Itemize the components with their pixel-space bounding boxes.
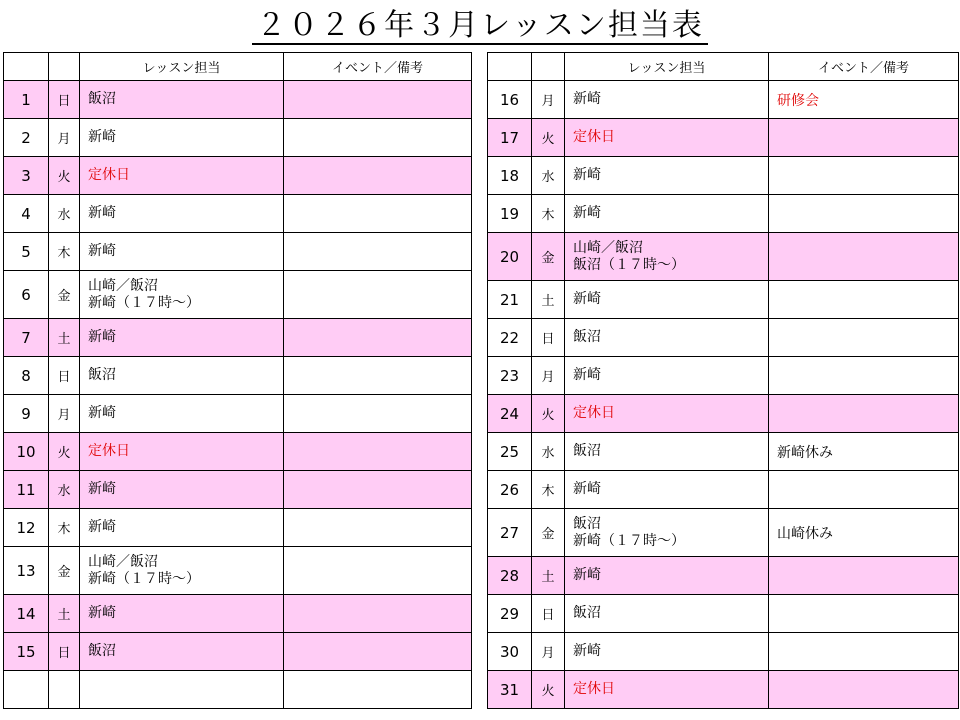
lesson-cell (80, 433, 284, 471)
day-number: 25 (499, 442, 520, 461)
day-cell (488, 357, 532, 395)
lesson-cell (565, 633, 769, 671)
day-number: 5 (21, 242, 31, 261)
table-row (488, 233, 959, 281)
lesson-cell (565, 595, 769, 633)
lesson-cell (80, 395, 284, 433)
day-cell (488, 471, 532, 509)
lesson-cell (565, 319, 769, 357)
table-row (488, 195, 959, 233)
day-number: 6 (21, 285, 31, 304)
day-cell (4, 195, 49, 233)
table-row (488, 595, 959, 633)
table-header-row (488, 53, 959, 81)
lesson-cell (565, 233, 769, 281)
day-cell (4, 319, 49, 357)
lesson-instructor: 山崎／飯沼 (88, 277, 158, 294)
page-title (0, 6, 960, 46)
header-note: イベント／備考 (769, 53, 959, 81)
lesson-cell (80, 81, 284, 119)
note-cell (769, 233, 959, 281)
note-cell (284, 81, 472, 119)
weekday-cell (49, 195, 80, 233)
weekday-label: 水 (57, 208, 71, 223)
weekday-cell (49, 319, 80, 357)
lesson-cell (565, 81, 769, 119)
lesson-cell (80, 195, 284, 233)
weekday-cell (49, 595, 80, 633)
day-number: 17 (499, 128, 520, 147)
lesson-cell (565, 119, 769, 157)
table-row (4, 433, 472, 471)
weekday-label: 日 (57, 646, 71, 661)
day-cell (4, 81, 49, 119)
note-cell (769, 281, 959, 319)
note-cell (284, 547, 472, 595)
note-cell (769, 157, 959, 195)
weekday-label: 月 (541, 646, 555, 661)
weekday-label: 日 (57, 94, 71, 109)
lesson-instructor-evening: 新崎（１７時～） (88, 570, 200, 587)
weekday-cell (532, 157, 565, 195)
lesson-cell (80, 547, 284, 595)
day-cell (488, 395, 532, 433)
weekday-cell (49, 233, 80, 271)
day-cell (4, 395, 49, 433)
weekday-cell (532, 671, 565, 709)
weekday-cell (532, 633, 565, 671)
weekday-label: 水 (541, 170, 555, 185)
table-row (488, 557, 959, 595)
day-number: 23 (499, 366, 520, 385)
note-cell (284, 157, 472, 195)
weekday-cell (532, 119, 565, 157)
note-cell (769, 395, 959, 433)
header-dow (532, 53, 565, 81)
day-number: 28 (499, 566, 520, 585)
weekday-label: 土 (57, 332, 71, 347)
day-cell (488, 81, 532, 119)
table-row (488, 395, 959, 433)
table-header-row (4, 53, 472, 81)
note-cell (284, 319, 472, 357)
note-cell (284, 633, 472, 671)
lesson-instructor: 新崎 (88, 205, 116, 221)
weekday-label: 火 (541, 408, 555, 423)
table-row (4, 595, 472, 633)
lesson-instructor: 新崎 (573, 167, 601, 183)
table-row (488, 633, 959, 671)
lesson-instructor: 飯沼 (573, 443, 601, 459)
table-row (488, 509, 959, 557)
day-cell (4, 433, 49, 471)
day-number: 27 (499, 523, 520, 542)
weekday-label: 土 (541, 294, 555, 309)
lesson-cell (80, 119, 284, 157)
lesson-cell (80, 509, 284, 547)
day-cell (488, 671, 532, 709)
day-number: 11 (16, 480, 36, 499)
table-row (4, 671, 472, 709)
lesson-instructor: 新崎 (573, 291, 601, 307)
day-number: 29 (499, 604, 520, 623)
header-lesson: レッスン担当 (80, 53, 284, 81)
weekday-label: 金 (57, 565, 71, 580)
lesson-cell (80, 271, 284, 319)
day-number: 19 (499, 204, 520, 223)
lesson-cell (565, 281, 769, 319)
note-cell (769, 471, 959, 509)
day-number: 30 (499, 642, 520, 661)
table-row (4, 547, 472, 595)
note-cell (769, 119, 959, 157)
weekday-label: 木 (57, 246, 71, 261)
weekday-cell (532, 81, 565, 119)
weekday-label: 日 (541, 608, 555, 623)
note-cell (769, 557, 959, 595)
note-cell (284, 671, 472, 709)
weekday-cell (49, 119, 80, 157)
note-cell (284, 433, 472, 471)
day-number: 16 (499, 90, 520, 109)
lesson-cell (80, 471, 284, 509)
note-cell (769, 81, 959, 119)
weekday-label: 土 (57, 608, 71, 623)
lesson-instructor: 飯沼 (573, 515, 601, 532)
header-day (488, 53, 532, 81)
weekday-label: 金 (57, 289, 71, 304)
table-row (4, 319, 472, 357)
day-cell (4, 471, 49, 509)
weekday-label: 火 (541, 132, 555, 147)
table-row (4, 357, 472, 395)
weekday-cell (532, 319, 565, 357)
lesson-instructor: 新崎 (88, 481, 116, 497)
weekday-label: 火 (57, 170, 71, 185)
day-cell (4, 271, 49, 319)
lesson-instructor: 飯沼 (573, 605, 601, 621)
schedule-table-right (487, 52, 959, 709)
weekday-cell (49, 357, 80, 395)
lesson-instructor: 新崎 (573, 643, 601, 659)
lesson-cell (80, 357, 284, 395)
weekday-cell (49, 547, 80, 595)
weekday-cell (49, 433, 80, 471)
day-cell (488, 281, 532, 319)
lesson-cell (565, 395, 769, 433)
table-row (488, 357, 959, 395)
title-text: ２０２６年３月レッスン担当表 (252, 8, 708, 45)
note-cell (769, 595, 959, 633)
weekday-label: 金 (541, 251, 555, 266)
lesson-instructor: 新崎 (88, 519, 116, 535)
note-cell (284, 509, 472, 547)
weekday-cell (532, 357, 565, 395)
schedule-body-left (4, 81, 472, 709)
weekday-label: 土 (541, 570, 555, 585)
day-number: 10 (16, 442, 36, 461)
weekday-label: 金 (541, 527, 555, 542)
day-number: 1 (21, 90, 31, 109)
lesson-cell (565, 671, 769, 709)
weekday-cell (532, 471, 565, 509)
table-row (4, 195, 472, 233)
lesson-cell (80, 233, 284, 271)
weekday-label: 火 (57, 446, 71, 461)
note-cell (769, 433, 959, 471)
weekday-cell (49, 81, 80, 119)
day-cell (4, 157, 49, 195)
weekday-cell (532, 195, 565, 233)
table-row (4, 509, 472, 547)
lesson-instructor: 新崎 (573, 205, 601, 221)
day-number: 20 (499, 247, 520, 266)
lesson-instructor: 新崎 (88, 405, 116, 421)
day-cell (488, 119, 532, 157)
weekday-label: 木 (541, 208, 555, 223)
day-number: 14 (16, 604, 36, 623)
weekday-cell (532, 281, 565, 319)
lesson-cell (565, 471, 769, 509)
note-cell (284, 471, 472, 509)
weekday-label: 水 (57, 484, 71, 499)
lesson-instructor: 山崎／飯沼 (573, 239, 643, 256)
weekday-cell (49, 471, 80, 509)
weekday-label: 月 (57, 408, 71, 423)
day-number: 4 (21, 204, 31, 223)
day-cell (4, 357, 49, 395)
day-cell (4, 233, 49, 271)
weekday-cell (532, 509, 565, 557)
day-cell (4, 633, 49, 671)
weekday-cell (49, 509, 80, 547)
weekday-label: 日 (57, 370, 71, 385)
day-number: 15 (16, 642, 36, 661)
lesson-cell (80, 157, 284, 195)
table-row (4, 271, 472, 319)
day-cell (488, 595, 532, 633)
day-cell (488, 557, 532, 595)
event-note: 山崎休み (777, 525, 833, 542)
note-cell (769, 509, 959, 557)
note-cell (284, 271, 472, 319)
day-cell (4, 595, 49, 633)
note-cell (769, 195, 959, 233)
note-cell (769, 357, 959, 395)
lesson-cell (80, 671, 284, 709)
table-row (488, 281, 959, 319)
weekday-cell (49, 395, 80, 433)
day-cell (4, 671, 49, 709)
weekday-cell (49, 671, 80, 709)
table-row (4, 633, 472, 671)
weekday-label: 月 (57, 132, 71, 147)
day-cell (4, 547, 49, 595)
day-number: 2 (21, 128, 31, 147)
lesson-cell (80, 633, 284, 671)
day-cell (488, 509, 532, 557)
schedule-body-right (488, 81, 959, 709)
header-day (4, 53, 49, 81)
lesson-instructor: 飯沼 (88, 643, 116, 659)
weekday-cell (532, 557, 565, 595)
weekday-label: 水 (541, 446, 555, 461)
lesson-instructor: 定休日 (573, 681, 615, 697)
lesson-instructor-evening: 新崎（１７時～） (573, 532, 685, 549)
weekday-cell (532, 595, 565, 633)
day-number: 8 (21, 366, 31, 385)
note-cell (284, 233, 472, 271)
lesson-instructor: 山崎／飯沼 (88, 553, 158, 570)
lesson-instructor: 新崎 (573, 91, 601, 107)
header-lesson: レッスン担当 (565, 53, 769, 81)
lesson-instructor: 飯沼 (573, 329, 601, 345)
lesson-cell (80, 595, 284, 633)
note-cell (284, 395, 472, 433)
table-row (4, 471, 472, 509)
header-dow (49, 53, 80, 81)
note-cell (284, 119, 472, 157)
lesson-instructor: 新崎 (88, 243, 116, 259)
day-number: 31 (499, 680, 520, 699)
weekday-label: 月 (541, 370, 555, 385)
event-note: 新崎休み (777, 444, 833, 461)
lesson-instructor-evening: 新崎（１７時～） (88, 294, 200, 311)
day-number: 21 (499, 290, 520, 309)
weekday-cell (49, 271, 80, 319)
note-cell (284, 357, 472, 395)
table-row (488, 319, 959, 357)
weekday-label: 火 (541, 684, 555, 699)
note-cell (769, 671, 959, 709)
day-number: 7 (21, 328, 31, 347)
day-number: 24 (499, 404, 520, 423)
lesson-cell (565, 509, 769, 557)
lesson-instructor: 定休日 (88, 167, 130, 183)
day-cell (488, 633, 532, 671)
day-cell (4, 509, 49, 547)
note-cell (284, 595, 472, 633)
lesson-cell (565, 357, 769, 395)
day-number: 3 (21, 166, 31, 185)
weekday-cell (49, 157, 80, 195)
lesson-cell (80, 319, 284, 357)
table-row (488, 433, 959, 471)
table-row (4, 157, 472, 195)
table-row (4, 395, 472, 433)
lesson-cell (565, 433, 769, 471)
table-row (4, 81, 472, 119)
table-row (488, 671, 959, 709)
day-number: 26 (499, 480, 520, 499)
lesson-instructor: 定休日 (573, 129, 615, 145)
day-number: 13 (16, 561, 36, 580)
lesson-cell (565, 195, 769, 233)
lesson-instructor-evening: 飯沼（１７時～） (573, 256, 685, 273)
day-cell (488, 433, 532, 471)
weekday-cell (49, 633, 80, 671)
lesson-instructor: 定休日 (573, 405, 615, 421)
lesson-instructor: 新崎 (573, 481, 601, 497)
weekday-cell (532, 233, 565, 281)
header-note: イベント／備考 (284, 53, 472, 81)
event-note: 研修会 (777, 92, 819, 109)
weekday-label: 木 (57, 522, 71, 537)
lesson-instructor: 定休日 (88, 443, 130, 459)
day-cell (488, 157, 532, 195)
weekday-label: 木 (541, 484, 555, 499)
lesson-instructor: 飯沼 (88, 91, 116, 107)
table-row (4, 233, 472, 271)
table-row (488, 119, 959, 157)
day-number: 18 (499, 166, 520, 185)
weekday-label: 日 (541, 332, 555, 347)
lesson-instructor: 新崎 (88, 605, 116, 621)
table-row (4, 119, 472, 157)
day-cell (4, 119, 49, 157)
weekday-label: 月 (541, 94, 555, 109)
lesson-cell (565, 157, 769, 195)
schedule-table-left (3, 52, 472, 709)
lesson-cell (565, 557, 769, 595)
lesson-instructor: 新崎 (573, 367, 601, 383)
table-row (488, 81, 959, 119)
lesson-instructor: 新崎 (573, 567, 601, 583)
day-cell (488, 233, 532, 281)
day-cell (488, 195, 532, 233)
weekday-cell (532, 395, 565, 433)
weekday-cell (532, 433, 565, 471)
day-cell (488, 319, 532, 357)
day-number: 22 (499, 328, 520, 347)
table-row (488, 471, 959, 509)
day-number: 9 (21, 404, 31, 423)
lesson-instructor: 新崎 (88, 329, 116, 345)
table-row (488, 157, 959, 195)
lesson-instructor: 新崎 (88, 129, 116, 145)
note-cell (769, 633, 959, 671)
day-number: 12 (16, 518, 36, 537)
note-cell (284, 195, 472, 233)
lesson-instructor: 飯沼 (88, 367, 116, 383)
note-cell (769, 319, 959, 357)
